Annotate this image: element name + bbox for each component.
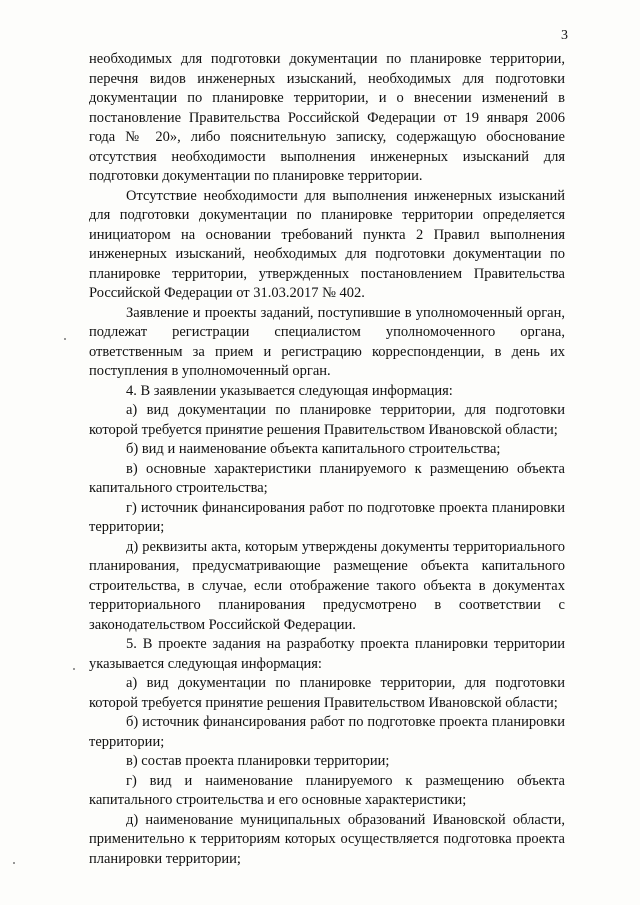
paragraph-5d: г) вид и наименование планируемого к размещению объекта капитального строительства и его основные характеристики; bbox=[89, 772, 565, 808]
scan-speck bbox=[64, 338, 66, 340]
paragraph-no-surveys: Отсутствие необходимости для выполнения инженерных изысканий для подготовки документации по планировке территории определяется инициатором на основании требований пункта 2 Правил выполнения инженерных изысканий, необходимых для подготовки документации по планировке территории, утвержденных постановлением Правительства Российской Федерации от 31.03.2017 № 402. bbox=[89, 187, 565, 301]
paragraph-5b: б) источник финансирования работ по подготовке проекта планировки территории; bbox=[89, 714, 565, 750]
scan-speck bbox=[73, 668, 75, 670]
paragraph-4b: б) вид и наименование объекта капитального строительства; bbox=[126, 441, 501, 457]
paragraph-4c: в) основные характеристики планируемого к размещению объекта капитального строительства; bbox=[89, 460, 565, 496]
paragraph-intro-continued: необходимых для подготовки документации по планировке территории, перечня видов инженерных изысканий, необходимых для подготовки документации по планировке территории, и о внесении изменений в постановление Правительства Российской Федерации от 19 января 2006 года № 20», либо пояснительную записку, содержащую обоснование отсутствия необходимости выполнения инженерных изысканий для подготовки документации по планировке территории. bbox=[89, 51, 565, 184]
paragraph-5c: в) состав проекта планировки территории; bbox=[126, 753, 390, 769]
scan-speck bbox=[13, 862, 15, 864]
paragraph-item-5: 5. В проекте задания на разработку проекта планировки территории указывается следующая информация: bbox=[89, 636, 565, 672]
paragraph-5e: д) наименование муниципальных образований Ивановской области, применительно к территориям которых осуществляется подготовка проекта планировки территории; bbox=[89, 811, 565, 867]
paragraph-5a: а) вид документации по планировке территории, для подготовки которой требуется принятие решения Правительством Ивановской области; bbox=[89, 675, 565, 711]
paragraph-item-4: 4. В заявлении указывается следующая информация: bbox=[126, 382, 453, 399]
paragraph-4d: г) источник финансирования работ по подготовке проекта планировки территории; bbox=[89, 499, 565, 535]
paragraph-4a: а) вид документации по планировке территории, для подготовки которой требуется принятие решения Правительством Ивановской области; bbox=[89, 402, 565, 438]
paragraph-registration: Заявление и проекты заданий, поступившие в уполномоченный орган, подлежат регистрации специалистом уполномоченного органа, ответственным за прием и регистрацию корреспонденции, в день их поступления в уполномоченный орган. bbox=[89, 304, 565, 379]
document-body bbox=[89, 50, 565, 869]
page-number: 3 bbox=[561, 28, 568, 43]
paragraph-4e: д) реквизиты акта, которым утверждены документы территориального планирования, предусматривающие размещение объекта капитального строительства, в случае, если отображение такого объекта в документах территориального планирования предусмотрено в соответствии с законодательством Российской Федерации. bbox=[89, 538, 565, 633]
